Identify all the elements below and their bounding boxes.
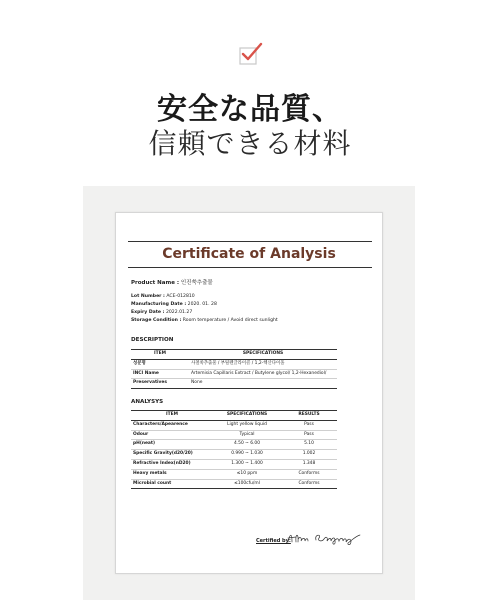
certificate-document bbox=[115, 212, 383, 574]
table-row bbox=[131, 420, 337, 430]
product-name-label: Product Name : bbox=[131, 280, 180, 286]
spec-cell: None bbox=[189, 379, 337, 389]
item-cell: Preservatives bbox=[131, 379, 189, 389]
result-cell: 1.348 bbox=[281, 459, 337, 469]
table-row bbox=[131, 479, 337, 489]
info-label: Lot Number : bbox=[131, 294, 165, 299]
item-cell: Odour bbox=[131, 430, 213, 440]
info-label: Manufacturing Date : bbox=[131, 302, 187, 307]
spec-cell: ≤10 ppm bbox=[213, 469, 281, 479]
item-cell: Characters/Apearence bbox=[131, 420, 213, 430]
spec-cell: Typical bbox=[213, 430, 281, 440]
table-row bbox=[131, 430, 337, 440]
info-label: Expiry Date : bbox=[131, 310, 165, 315]
description-heading: DESCRIPTION bbox=[131, 337, 174, 343]
analysis-heading: ANALYSYS bbox=[131, 399, 164, 405]
item-cell: Specific Gravity(d20/20) bbox=[131, 450, 213, 460]
handwritten-signature bbox=[286, 530, 364, 546]
certified-by-label: Certified by: bbox=[256, 538, 291, 544]
product-name-value: 인진쑥추출물 bbox=[180, 280, 213, 286]
table-row bbox=[131, 379, 337, 389]
description-table bbox=[131, 349, 337, 389]
table-row bbox=[131, 359, 337, 369]
storage-condition-line bbox=[131, 318, 278, 323]
spec-cell: ≤100cfu/ml bbox=[213, 479, 281, 489]
expiry-date-line bbox=[131, 310, 192, 315]
result-cell: 5.10 bbox=[281, 440, 337, 450]
lot-number-line bbox=[131, 294, 195, 299]
spec-cell: 4.50 ~ 6.00 bbox=[213, 440, 281, 450]
spec-cell: 1.300 ~ 1.400 bbox=[213, 459, 281, 469]
spec-cell: Artemisia Capillaris Extract / Butylene glycol/ 1,2-Hexanediol/ bbox=[189, 369, 337, 379]
table-row bbox=[131, 459, 337, 469]
result-cell: Conforms bbox=[281, 469, 337, 479]
product-name-line bbox=[131, 278, 213, 286]
item-cell: 성분명 bbox=[131, 359, 189, 369]
headline-primary: 安全な品質、 bbox=[157, 92, 343, 127]
column-header: ITEM bbox=[131, 350, 189, 360]
item-cell: INCI Name bbox=[131, 369, 189, 379]
result-cell: 1.002 bbox=[281, 450, 337, 460]
title-rule-top bbox=[128, 241, 372, 242]
info-value: 2022.01.27 bbox=[165, 310, 193, 315]
column-header: ITEM bbox=[131, 411, 213, 421]
table-header-row bbox=[131, 411, 337, 421]
spec-cell: 사철쑥추출물 / 부틸렌글라이콜 / 1,2-헥산다이올 bbox=[189, 359, 337, 369]
manufacturing-date-line bbox=[131, 302, 217, 307]
spec-cell: Light yellow liquid bbox=[213, 420, 281, 430]
table-row bbox=[131, 440, 337, 450]
column-header: RESULTS bbox=[281, 411, 337, 421]
table-row bbox=[131, 450, 337, 460]
result-cell: Pass bbox=[281, 430, 337, 440]
item-cell: pH(neat) bbox=[131, 440, 213, 450]
title-rule-bottom bbox=[128, 267, 372, 268]
headline-secondary: 信頼できる材料 bbox=[148, 127, 352, 160]
checkbox-check-icon bbox=[239, 40, 265, 66]
spec-cell: 0.990 ~ 1.030 bbox=[213, 450, 281, 460]
info-value: Room temperature / Avoid direct sunlight bbox=[182, 318, 278, 323]
column-header: SPECIFICATIONS bbox=[189, 350, 337, 360]
analysis-table bbox=[131, 410, 337, 489]
item-cell: Heavy metals bbox=[131, 469, 213, 479]
info-value: 2020. 01. 28 bbox=[187, 302, 217, 307]
table-row bbox=[131, 469, 337, 479]
certificate-title: Certificate of Analysis bbox=[162, 246, 336, 262]
table-header-row bbox=[131, 350, 337, 360]
result-cell: Conforms bbox=[281, 479, 337, 489]
info-label: Storage Condition : bbox=[131, 318, 182, 323]
item-cell: Refractive Index(nD20) bbox=[131, 459, 213, 469]
table-row bbox=[131, 369, 337, 379]
item-cell: Microbial count bbox=[131, 479, 213, 489]
column-header: SPECIFICATIONS bbox=[213, 411, 281, 421]
info-value: ACE-012810 bbox=[166, 294, 195, 299]
result-cell: Pass bbox=[281, 420, 337, 430]
